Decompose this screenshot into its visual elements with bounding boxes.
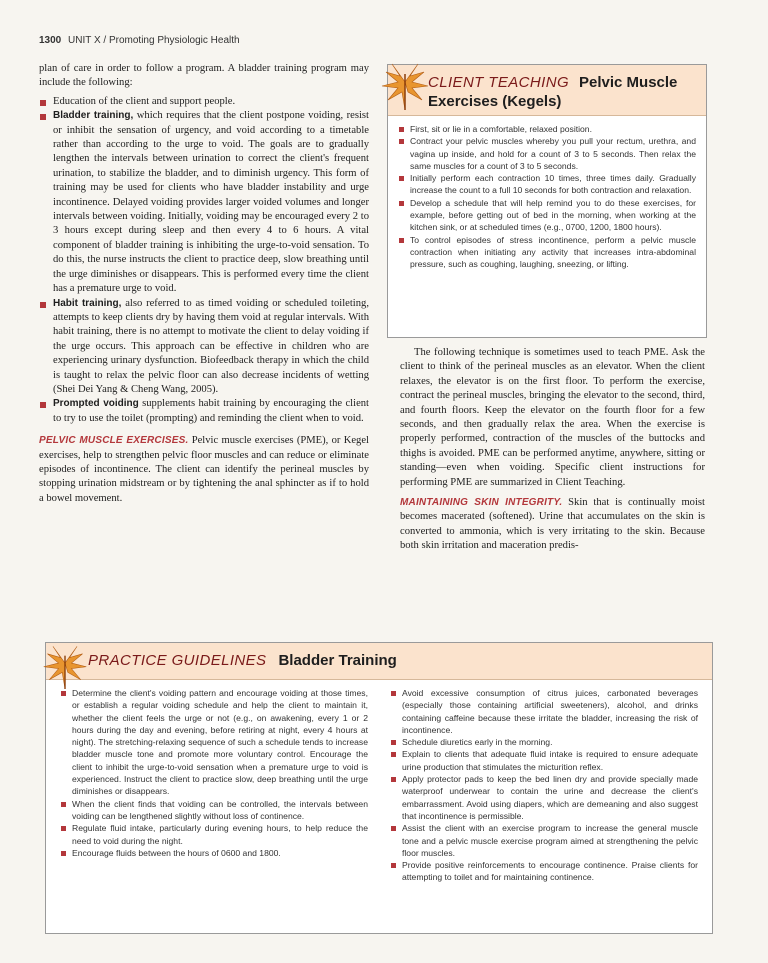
skin-paragraph bbox=[400, 496, 705, 554]
box-header bbox=[46, 643, 712, 680]
list-item bbox=[390, 687, 698, 736]
page-number: 1300 bbox=[39, 35, 62, 46]
list-item bbox=[39, 297, 369, 398]
item-text: Develop a schedule that will help remind you to do these exercises, for example, before getting out of bed in the morning, when working at the kitchen sink, or at scheduled times (e.g., 0700, 1200, 1800 hours). bbox=[410, 197, 696, 233]
bullet-square-icon bbox=[391, 863, 396, 868]
bullet-square-icon bbox=[40, 302, 46, 308]
item-text: To control episodes of stress incontinence, perform a pelvic muscle contraction when initiating any activity that increases intra-abdominal pressure, such as coughing, laughing, sneezing, or lifting. bbox=[410, 234, 696, 270]
item-label: Prompted voiding bbox=[53, 398, 139, 410]
intro-paragraph: plan of care in order to follow a program. A bladder training program may include the following: bbox=[39, 63, 369, 89]
paragraph-text: Skin that is continually moist becomes macerated (softened). Urine that accumulates on the skin is converted to ammonia, which is very irritating to the skin. Because both skin irritation and maceration predis- bbox=[400, 497, 705, 552]
list-item bbox=[398, 234, 696, 271]
pme-paragraph bbox=[39, 434, 369, 506]
box-title-line1: Pelvic Muscle bbox=[579, 74, 678, 91]
bullet-square-icon bbox=[40, 402, 46, 408]
box-header bbox=[388, 65, 706, 116]
list-item bbox=[390, 859, 698, 884]
item-text: which requires that the client postpone voiding, resist or inhibit the sensation of urgency, and void according to a timetable rather than according to the urge to void. The goals are to gradually lengthen the intervals between urination to correct the client's frequent urination, to stabilize the bladder, and to diminish urgency. This form of training may be used for clients who have bladder instability and urge incontinence. Delayed voiding provides larger voided volumes and longer intervals between voiding. Initially, voiding may be encouraged every 2 to 3 hours except during sleep and then every 4 to 6 hours. A vital component of bladder training is inhibiting the urge-to-void sensation. To do this, the nurse instructs the client to practice deep, slow breathing until the urge diminishes or disappears. This is performed every time the client has a premature urge to void. bbox=[53, 110, 369, 295]
box-title-line2: Exercises (Kegels) bbox=[428, 93, 562, 110]
page-header bbox=[39, 35, 240, 46]
section-heading: MAINTAINING SKIN INTEGRITY. bbox=[400, 497, 563, 509]
list-item bbox=[60, 822, 368, 847]
bullet-square-icon bbox=[399, 127, 404, 132]
bladder-program-list bbox=[39, 95, 369, 426]
item-text: First, sit or lie in a comfortable, relaxed position. bbox=[410, 124, 592, 134]
item-text: Initially perform each contraction 10 times, three times daily. Gradually increase the count to a full 10 seconds for both contraction and relaxation. bbox=[410, 173, 696, 196]
bullet-square-icon bbox=[399, 176, 404, 181]
list-item bbox=[60, 847, 368, 859]
bullet-square-icon bbox=[391, 740, 396, 745]
elevator-paragraph: The following technique is sometimes used to teach PME. Ask the client to think of the perineal muscles as an elevator. When the client relaxes, the elevator is on the first floor. To perform the exercise, contract the perineal muscles, bringing the elevator to the second, third, and fourth floors. Keep the elevator on the fourth floor for a few seconds, and then gradually relax the area. When the exercise is properly performed, contraction of the muscles of the buttocks and thighs is avoided. PME can be performed anytime, anywhere, sitting or standing—even when voiding. Specific client instructions for performing PME are summarized in Client Teaching. bbox=[400, 347, 705, 488]
bullet-square-icon bbox=[391, 826, 396, 831]
list-item bbox=[398, 135, 696, 172]
bullet-square-icon bbox=[399, 201, 404, 206]
list-item bbox=[39, 397, 369, 426]
item-text: Education of the client and support people. bbox=[53, 95, 236, 107]
bullet-square-icon bbox=[399, 238, 404, 243]
item-label: Habit training, bbox=[53, 297, 122, 309]
list-item bbox=[398, 123, 696, 135]
section-heading: PELVIC MUSCLE EXERCISES. bbox=[39, 435, 189, 447]
item-label: Bladder training, bbox=[53, 110, 134, 122]
guidelines-right-list bbox=[390, 687, 698, 884]
item-text: Determine the client's voiding pattern and encourage voiding at those times, or establish a regular voiding schedule and help the client to maintain it, whether the client feels the urge or not (e.g., on awakening, every 1 or 2 hours during the day and evening, before retiring at night, every 4 hours at night). The stretching-relaxing sequence of such a schedule tends to increase bladder muscle tone and promote more voluntary control. Encourage the client to inhibit the urge-to-void sensation when a premature urge to void is experienced. Instruct the client to practice slow, deep breathing until the urge diminishes or disappears. bbox=[72, 688, 368, 797]
item-text: Encourage fluids between the hours of 0600 and 1800. bbox=[72, 847, 281, 858]
list-item bbox=[39, 95, 369, 109]
list-item bbox=[390, 736, 698, 748]
client-teaching-list bbox=[398, 123, 696, 271]
bullet-square-icon bbox=[391, 752, 396, 757]
bullet-square-icon bbox=[61, 826, 66, 831]
box-kicker: PRACTICE GUIDELINES bbox=[88, 652, 267, 669]
item-text: When the client finds that voiding can be controlled, the intervals between voiding can be lengthened slightly without loss of continence. bbox=[72, 798, 368, 821]
bullet-square-icon bbox=[40, 114, 46, 120]
item-text: Apply protector pads to keep the bed linen dry and provide specially made waterproof underwear to contain the urine and decrease the client's embarrassment. Avoid using diapers, which are demeaning and also suggest that incontinence is permissible. bbox=[402, 774, 698, 821]
item-text: supplements habit training by encouraging the client to try to use the toilet (prompting) and reminding the client when to void. bbox=[53, 398, 370, 424]
bullet-square-icon bbox=[61, 851, 66, 856]
list-item bbox=[60, 687, 368, 798]
list-item bbox=[60, 798, 368, 823]
bullet-square-icon bbox=[391, 691, 396, 696]
list-item bbox=[398, 172, 696, 197]
paragraph-text: Pelvic muscle exercises (PME), or Kegel exercises, help to strengthen pelvic floor muscles and can reduce or eliminate episodes of incontinence. The client can identify the perineal muscles by stopping urination midstream or by tightening the anal sphincter as if to hold a bowel movement. bbox=[39, 435, 369, 504]
list-item bbox=[390, 773, 698, 822]
guidelines-left-list bbox=[60, 687, 368, 859]
item-text: Explain to clients that adequate fluid intake is required to ensure adequate urine production that stimulates the micturition reflex. bbox=[402, 749, 698, 772]
item-text: Assist the client with an exercise program to increase the general muscle tone and a pelvic muscle exercise program aimed at strengthening the pelvic floor muscles. bbox=[402, 823, 698, 858]
leaf-icon bbox=[40, 636, 90, 692]
bullet-square-icon bbox=[391, 777, 396, 782]
box-kicker: CLIENT TEACHING bbox=[428, 74, 570, 91]
box-title-text: Bladder Training bbox=[278, 652, 397, 669]
box-title bbox=[428, 73, 677, 111]
running-title: UNIT X / Promoting Physiologic Health bbox=[68, 35, 240, 46]
client-teaching-box bbox=[387, 64, 707, 338]
list-item bbox=[398, 197, 696, 234]
bullet-square-icon bbox=[40, 100, 46, 106]
practice-guidelines-box bbox=[45, 642, 713, 934]
item-text: Regulate fluid intake, particularly during evening hours, to help reduce the need to void during the night. bbox=[72, 823, 368, 846]
bullet-square-icon bbox=[399, 139, 404, 144]
item-text: Provide positive reinforcements to encourage continence. Praise clients for attempting to toilet and for maintaining continence. bbox=[402, 860, 698, 883]
leaf-icon bbox=[378, 54, 432, 112]
box-title bbox=[88, 652, 397, 670]
right-column bbox=[400, 346, 705, 554]
list-item bbox=[39, 109, 369, 296]
list-item bbox=[390, 748, 698, 773]
list-item bbox=[390, 822, 698, 859]
bullet-square-icon bbox=[61, 802, 66, 807]
item-text: also referred to as timed voiding or scheduled toileting, attempts to keep clients dry by having them void at regular intervals. With habit training, there is no attempt to motivate the client to delay voiding if the urge occurs. This approach can be effective in children who are experiencing urinary dysfunction. Biofeedback therapy in which the child is taught to relax the pelvic floor can also decrease incidents of wetting (Shei Dei Yang & Cheng Wang, 2005). bbox=[53, 297, 369, 395]
item-text: Schedule diuretics early in the morning. bbox=[402, 737, 553, 748]
left-column bbox=[39, 62, 369, 506]
item-text: Avoid excessive consumption of citrus juices, carbonated beverages (especially those containing artificial sweeteners), alcohol, and drinks containing caffeine because these irritate the bladder, increasing the risk of incontinence. bbox=[402, 688, 698, 735]
item-text: Contract your pelvic muscles whereby you pull your rectum, urethra, and vagina up inside, and hold for a count of 3 to 5 seconds. Then relax the same muscles for a count of 3 to 5 seconds. bbox=[410, 136, 696, 171]
